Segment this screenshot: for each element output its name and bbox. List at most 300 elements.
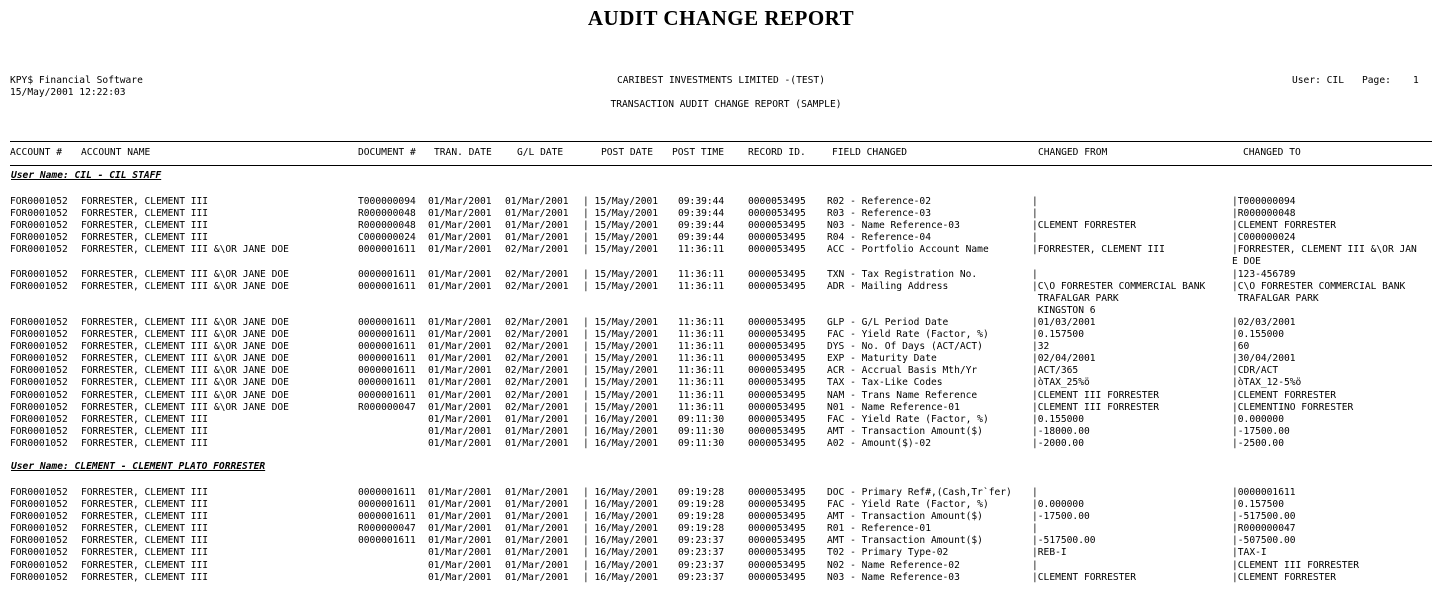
table-row [0, 305, 1442, 317]
tran-date-cell: 01/Mar/2001 [428, 232, 492, 244]
record-id-cell: 0000053495 [748, 208, 806, 220]
record-id-cell: 0000053495 [748, 487, 806, 498]
post-time-cell: 11:36:11 [678, 353, 725, 365]
post-date-cell: | 15/May/2001 [583, 353, 659, 365]
field-changed-cell: TXN - Tax Registration No. [827, 268, 978, 280]
document-cell: 0000001611 [358, 389, 416, 401]
post-date-cell: | 15/May/2001 [583, 377, 659, 389]
tran-date-cell: 01/Mar/2001 [428, 389, 492, 401]
post-time-cell: 11:36:11 [678, 316, 725, 328]
account-cell: FOR0001052 [10, 220, 68, 232]
tran-date-cell: 01/Mar/2001 [428, 353, 492, 365]
table-row [0, 329, 1442, 341]
account-name-cell: FORRESTER, CLEMENT III [81, 413, 209, 425]
document-cell: 0000001611 [358, 499, 416, 511]
post-date-cell: | 16/May/2001 [583, 523, 659, 535]
field-changed-cell: N03 - Name Reference-03 [827, 571, 960, 583]
tran-date-cell: 01/Mar/2001 [428, 571, 492, 583]
page-number: 1 [1413, 75, 1419, 86]
changed-to-cell: |0.000000 [1232, 413, 1284, 425]
changed-from-cell: |32 [1032, 341, 1050, 353]
account-name-cell: FORRESTER, CLEMENT III &\OR JANE DOE [81, 389, 289, 401]
post-date-cell: | 15/May/2001 [583, 208, 659, 220]
account-cell: FOR0001052 [10, 365, 68, 377]
document-cell: 0000001611 [358, 535, 416, 547]
report-datetime: 15/May/2001 12:22:03 [10, 87, 126, 98]
field-changed-cell: R02 - Reference-02 [827, 196, 931, 207]
document-cell: R000000047 [358, 401, 416, 413]
gl-date-cell: 02/Mar/2001 [505, 401, 569, 413]
post-time-cell: 09:19:28 [678, 487, 725, 498]
field-changed-cell: R03 - Reference-03 [827, 208, 931, 220]
account-cell: FOR0001052 [10, 316, 68, 328]
user-label: User: CIL [1292, 75, 1344, 86]
account-name-cell: FORRESTER, CLEMENT III &\OR JANE DOE [81, 401, 289, 413]
changed-to-cell: |123-456789 [1232, 268, 1296, 280]
account-cell: FOR0001052 [10, 232, 68, 244]
tran-date-cell: 01/Mar/2001 [428, 377, 492, 389]
changed-from-cell: |02/04/2001 [1032, 353, 1096, 365]
col-field-changed: FIELD CHANGED [832, 147, 908, 158]
tran-date-cell: 01/Mar/2001 [428, 559, 492, 571]
changed-to-cell: |-17500.00 [1232, 425, 1290, 437]
gl-date-cell: 01/Mar/2001 [505, 499, 569, 511]
field-changed-cell: AMT - Transaction Amount($) [827, 425, 983, 437]
tran-date-cell: 01/Mar/2001 [428, 268, 492, 280]
record-id-cell: 0000053495 [748, 547, 806, 559]
tran-date-cell: 01/Mar/2001 [428, 437, 492, 449]
record-id-cell: 0000053495 [748, 511, 806, 523]
record-id-cell: 0000053495 [748, 389, 806, 401]
tran-date-cell: 01/Mar/2001 [428, 425, 492, 437]
account-cell: FOR0001052 [10, 437, 68, 449]
account-cell: FOR0001052 [10, 208, 68, 220]
post-time-cell: 09:11:30 [678, 413, 725, 425]
table-row [0, 511, 1442, 523]
field-changed-cell: ACR - Accrual Basis Mth/Yr [827, 365, 978, 377]
changed-to-cell: |R000000048 [1232, 208, 1296, 220]
changed-from-cell: |0.155000 [1032, 413, 1084, 425]
account-name-cell: FORRESTER, CLEMENT III [81, 208, 209, 220]
account-cell: FOR0001052 [10, 196, 68, 207]
post-date-cell: | 15/May/2001 [583, 389, 659, 401]
account-name-cell: FORRESTER, CLEMENT III [81, 511, 209, 523]
post-time-cell: 09:39:44 [678, 196, 725, 207]
field-changed-cell: FAC - Yield Rate (Factor, %) [827, 499, 989, 511]
record-id-cell: 0000053495 [748, 571, 806, 583]
field-changed-cell: GLP - G/L Period Date [827, 316, 949, 328]
gl-date-cell: 01/Mar/2001 [505, 571, 569, 583]
changed-from-cell: |CLEMENT FORRESTER [1032, 220, 1136, 232]
post-time-cell: 09:19:28 [678, 511, 725, 523]
table-row [0, 414, 1442, 426]
record-id-cell: 0000053495 [748, 341, 806, 353]
record-id-cell: 0000053495 [748, 244, 806, 256]
changed-to-cell: |CLEMENT III FORRESTER [1232, 559, 1360, 571]
tran-date-cell: 01/Mar/2001 [428, 523, 492, 535]
post-date-cell: | 16/May/2001 [583, 413, 659, 425]
account-cell: FOR0001052 [10, 535, 68, 547]
changed-to-cell: |CLEMENT FORRESTER [1232, 571, 1336, 583]
table-row [0, 196, 1442, 208]
field-changed-cell: R04 - Reference-04 [827, 232, 931, 244]
changed-to-cell: |60 [1232, 341, 1250, 353]
post-date-cell: | 16/May/2001 [583, 547, 659, 559]
table-row [0, 341, 1442, 353]
changed-from-cell: |òTAX_25%ö [1032, 377, 1090, 389]
document-cell: T000000094 [358, 196, 416, 207]
document-cell: 0000001611 [358, 365, 416, 377]
changed-to-cell: |R000000047 [1232, 523, 1296, 535]
company-name: CARIBEST INVESTMENTS LIMITED -(TEST) [617, 75, 825, 86]
col-document: DOCUMENT # [358, 147, 416, 158]
changed-to-cell: |-2500.00 [1232, 437, 1284, 449]
record-id-cell: 0000053495 [748, 401, 806, 413]
changed-to-cell: |CDR/ACT [1232, 365, 1279, 377]
field-changed-cell: N02 - Name Reference-02 [827, 559, 960, 571]
post-time-cell: 11:36:11 [678, 329, 725, 341]
changed-to-cell: |CLEMENT FORRESTER [1232, 220, 1336, 232]
account-name-cell: FORRESTER, CLEMENT III &\OR JANE DOE [81, 365, 289, 377]
account-name-cell: FORRESTER, CLEMENT III &\OR JANE DOE [81, 244, 289, 256]
changed-from-cell: | [1032, 208, 1038, 220]
post-time-cell: 09:23:37 [678, 547, 725, 559]
post-time-cell: 11:36:11 [678, 365, 725, 377]
gl-date-cell: 02/Mar/2001 [505, 377, 569, 389]
document-cell: R000000047 [358, 523, 416, 535]
table-row [0, 269, 1442, 281]
software-name: KPY$ Financial Software [10, 75, 143, 86]
record-id-cell: 0000053495 [748, 535, 806, 547]
post-time-cell: 09:39:44 [678, 220, 725, 232]
post-date-cell: | 15/May/2001 [583, 329, 659, 341]
changed-to-cell: |30/04/2001 [1232, 353, 1296, 365]
tran-date-cell: 01/Mar/2001 [428, 280, 492, 292]
record-id-cell: 0000053495 [748, 329, 806, 341]
account-cell: FOR0001052 [10, 413, 68, 425]
account-name-cell: FORRESTER, CLEMENT III &\OR JANE DOE [81, 280, 289, 292]
field-changed-cell: TAX - Tax-Like Codes [827, 377, 943, 389]
account-cell: FOR0001052 [10, 268, 68, 280]
document-cell: 0000001611 [358, 316, 416, 328]
gl-date-cell: 01/Mar/2001 [505, 196, 569, 207]
changed-from-cell: |CLEMENT III FORRESTER [1032, 389, 1160, 401]
record-id-cell: 0000053495 [748, 437, 806, 449]
post-time-cell: 09:39:44 [678, 232, 725, 244]
field-changed-cell: N01 - Name Reference-01 [827, 401, 960, 413]
field-changed-cell: AMT - Transaction Amount($) [827, 511, 983, 523]
changed-from-cell: |-517500.00 [1032, 535, 1096, 547]
post-time-cell: 09:39:44 [678, 208, 725, 220]
account-name-cell: FORRESTER, CLEMENT III [81, 499, 209, 511]
record-id-cell: 0000053495 [748, 377, 806, 389]
post-date-cell: | 15/May/2001 [583, 232, 659, 244]
post-date-cell: | 16/May/2001 [583, 499, 659, 511]
changed-from-cell: | [1032, 523, 1038, 535]
table-row [0, 402, 1442, 414]
gl-date-cell: 01/Mar/2001 [505, 523, 569, 535]
changed-from-cell: | [1032, 268, 1038, 280]
changed-from-cell: |ACT/365 [1032, 365, 1079, 377]
account-name-cell: FORRESTER, CLEMENT III &\OR JANE DOE [81, 329, 289, 341]
tran-date-cell: 01/Mar/2001 [428, 487, 492, 498]
account-cell: FOR0001052 [10, 523, 68, 535]
tran-date-cell: 01/Mar/2001 [428, 413, 492, 425]
field-changed-cell: DOC - Primary Ref#,(Cash,Tr`fer) [827, 487, 1012, 498]
document-cell: 0000001611 [358, 377, 416, 389]
field-changed-cell: R01 - Reference-01 [827, 523, 931, 535]
field-changed-cell: ACC - Portfolio Account Name [827, 244, 989, 256]
account-name-cell: FORRESTER, CLEMENT III [81, 547, 209, 559]
post-date-cell: | 15/May/2001 [583, 244, 659, 256]
document-cell: 0000001611 [358, 487, 416, 498]
table-row [0, 208, 1442, 220]
field-changed-cell: FAC - Yield Rate (Factor, %) [827, 413, 989, 425]
post-date-cell: | 16/May/2001 [583, 437, 659, 449]
tran-date-cell: 01/Mar/2001 [428, 208, 492, 220]
post-time-cell: 09:23:37 [678, 535, 725, 547]
document-cell: 0000001611 [358, 353, 416, 365]
gl-date-cell: 02/Mar/2001 [505, 341, 569, 353]
post-time-cell: 11:36:11 [678, 341, 725, 353]
col-record-id: RECORD ID. [748, 147, 806, 158]
account-name-cell: FORRESTER, CLEMENT III [81, 425, 209, 437]
header-bottom-rule [10, 165, 1432, 166]
gl-date-cell: 02/Mar/2001 [505, 316, 569, 328]
record-id-cell: 0000053495 [748, 365, 806, 377]
changed-from-cell: KINGSTON 6 [1032, 304, 1096, 316]
post-time-cell: 11:36:11 [678, 377, 725, 389]
account-name-cell: FORRESTER, CLEMENT III [81, 220, 209, 232]
changed-to-cell: |02/03/2001 [1232, 316, 1296, 328]
changed-from-cell: TRAFALGAR PARK [1032, 292, 1119, 304]
changed-from-cell: | [1032, 559, 1038, 571]
account-name-cell: FORRESTER, CLEMENT III [81, 523, 209, 535]
changed-from-cell: | [1032, 487, 1038, 498]
field-changed-cell: DYS - No. Of Days (ACT/ACT) [827, 341, 983, 353]
table-row [0, 438, 1442, 450]
gl-date-cell: 02/Mar/2001 [505, 244, 569, 256]
post-time-cell: 11:36:11 [678, 268, 725, 280]
report-title: AUDIT CHANGE REPORT [587, 6, 855, 30]
gl-date-cell: 02/Mar/2001 [505, 329, 569, 341]
tran-date-cell: 01/Mar/2001 [428, 329, 492, 341]
post-date-cell: | 15/May/2001 [583, 401, 659, 413]
field-changed-cell: T02 - Primary Type-02 [827, 547, 949, 559]
gl-date-cell: 01/Mar/2001 [505, 220, 569, 232]
post-time-cell: 09:23:37 [678, 559, 725, 571]
table-row [0, 560, 1442, 572]
post-time-cell: 09:11:30 [678, 425, 725, 437]
post-time-cell: 09:11:30 [678, 437, 725, 449]
changed-to-cell: |0.155000 [1232, 329, 1284, 341]
changed-to-cell: E DOE [1232, 256, 1261, 268]
post-date-cell: | 15/May/2001 [583, 280, 659, 292]
col-changed-from: CHANGED FROM [1038, 147, 1108, 158]
account-name-cell: FORRESTER, CLEMENT III [81, 571, 209, 583]
table-row [0, 353, 1442, 365]
account-cell: FOR0001052 [10, 341, 68, 353]
post-date-cell: | 15/May/2001 [583, 196, 659, 207]
changed-to-cell: TRAFALGAR PARK [1232, 292, 1319, 304]
account-cell: FOR0001052 [10, 571, 68, 583]
table-row [0, 572, 1442, 584]
table-row [0, 293, 1442, 305]
tran-date-cell: 01/Mar/2001 [428, 341, 492, 353]
account-name-cell: FORRESTER, CLEMENT III [81, 232, 209, 244]
tran-date-cell: 01/Mar/2001 [428, 365, 492, 377]
gl-date-cell: 01/Mar/2001 [505, 511, 569, 523]
account-cell: FOR0001052 [10, 499, 68, 511]
gl-date-cell: 01/Mar/2001 [505, 487, 569, 498]
account-name-cell: FORRESTER, CLEMENT III &\OR JANE DOE [81, 268, 289, 280]
table-row [0, 220, 1442, 232]
changed-from-cell: |0.157500 [1032, 329, 1084, 341]
table-row [0, 390, 1442, 402]
document-cell: 0000001611 [358, 244, 416, 256]
changed-to-cell: |CLEMENT FORRESTER [1232, 389, 1336, 401]
document-cell: C000000024 [358, 232, 416, 244]
account-cell: FOR0001052 [10, 425, 68, 437]
group-label: User Name: CLEMENT - CLEMENT PLATO FORRESTER [11, 461, 266, 472]
record-id-cell: 0000053495 [748, 499, 806, 511]
post-time-cell: 09:23:37 [678, 571, 725, 583]
record-id-cell: 0000053495 [748, 425, 806, 437]
account-name-cell: FORRESTER, CLEMENT III [81, 559, 209, 571]
col-account-name: ACCOUNT NAME [81, 147, 151, 158]
post-date-cell: | 16/May/2001 [583, 511, 659, 523]
changed-from-cell: |-17500.00 [1032, 511, 1090, 523]
record-id-cell: 0000053495 [748, 523, 806, 535]
account-cell: FOR0001052 [10, 353, 68, 365]
table-row [0, 244, 1442, 256]
gl-date-cell: 01/Mar/2001 [505, 208, 569, 220]
changed-to-cell: |-507500.00 [1232, 535, 1296, 547]
table-row [0, 377, 1442, 389]
col-changed-to: CHANGED TO [1243, 147, 1301, 158]
account-name-cell: FORRESTER, CLEMENT III [81, 196, 209, 207]
field-changed-cell: N03 - Name Reference-03 [827, 220, 960, 232]
gl-date-cell: 02/Mar/2001 [505, 268, 569, 280]
changed-to-cell: |T000000094 [1232, 196, 1296, 207]
account-cell: FOR0001052 [10, 487, 68, 498]
header-top-rule [10, 141, 1432, 142]
post-date-cell: | 15/May/2001 [583, 341, 659, 353]
changed-from-cell: |REB-I [1032, 547, 1067, 559]
changed-from-cell: | [1032, 232, 1038, 244]
document-cell: 0000001611 [358, 268, 416, 280]
field-changed-cell: AMT - Transaction Amount($) [827, 535, 983, 547]
changed-to-cell: |0.157500 [1232, 499, 1284, 511]
post-time-cell: 09:19:28 [678, 523, 725, 535]
changed-from-cell: | [1032, 196, 1038, 207]
changed-to-cell: |FORRESTER, CLEMENT III &\OR JAN [1232, 244, 1417, 256]
post-time-cell: 11:36:11 [678, 401, 725, 413]
document-cell: 0000001611 [358, 511, 416, 523]
table-row [0, 523, 1442, 535]
account-cell: FOR0001052 [10, 389, 68, 401]
group-rows [0, 196, 1442, 450]
table-row [0, 547, 1442, 559]
record-id-cell: 0000053495 [748, 559, 806, 571]
post-date-cell: | 15/May/2001 [583, 316, 659, 328]
changed-to-cell: |C000000024 [1232, 232, 1296, 244]
gl-date-cell: 01/Mar/2001 [505, 547, 569, 559]
changed-to-cell: |0000001611 [1232, 487, 1296, 498]
table-row [0, 426, 1442, 438]
gl-date-cell: 01/Mar/2001 [505, 437, 569, 449]
gl-date-cell: 02/Mar/2001 [505, 280, 569, 292]
record-id-cell: 0000053495 [748, 268, 806, 280]
post-time-cell: 09:19:28 [678, 499, 725, 511]
table-row [0, 499, 1442, 511]
post-date-cell: | 15/May/2001 [583, 220, 659, 232]
field-changed-cell: FAC - Yield Rate (Factor, %) [827, 329, 989, 341]
account-cell: FOR0001052 [10, 511, 68, 523]
table-row [0, 317, 1442, 329]
page-label: Page: [1362, 75, 1391, 86]
record-id-cell: 0000053495 [748, 232, 806, 244]
record-id-cell: 0000053495 [748, 316, 806, 328]
changed-to-cell: |C\O FORRESTER COMMERCIAL BANK [1232, 280, 1406, 292]
table-row [0, 232, 1442, 244]
changed-from-cell: |CLEMENT III FORRESTER [1032, 401, 1160, 413]
table-row [0, 256, 1442, 268]
document-cell: R000000048 [358, 208, 416, 220]
account-cell: FOR0001052 [10, 401, 68, 413]
account-name-cell: FORRESTER, CLEMENT III &\OR JANE DOE [81, 377, 289, 389]
changed-from-cell: |-2000.00 [1032, 437, 1084, 449]
tran-date-cell: 01/Mar/2001 [428, 511, 492, 523]
post-date-cell: | 15/May/2001 [583, 365, 659, 377]
gl-date-cell: 02/Mar/2001 [505, 365, 569, 377]
document-cell: 0000001611 [358, 329, 416, 341]
tran-date-cell: 01/Mar/2001 [428, 499, 492, 511]
gl-date-cell: 01/Mar/2001 [505, 559, 569, 571]
post-date-cell: | 16/May/2001 [583, 535, 659, 547]
post-time-cell: 11:36:11 [678, 244, 725, 256]
document-cell: 0000001611 [358, 341, 416, 353]
report-subtitle: TRANSACTION AUDIT CHANGE REPORT (SAMPLE) [610, 99, 842, 110]
tran-date-cell: 01/Mar/2001 [428, 401, 492, 413]
gl-date-cell: 02/Mar/2001 [505, 389, 569, 401]
field-changed-cell: ADR - Mailing Address [827, 280, 949, 292]
col-post-date: POST DATE [601, 147, 653, 158]
record-id-cell: 0000053495 [748, 220, 806, 232]
account-name-cell: FORRESTER, CLEMENT III [81, 487, 209, 498]
account-cell: FOR0001052 [10, 329, 68, 341]
tran-date-cell: 01/Mar/2001 [428, 316, 492, 328]
account-name-cell: FORRESTER, CLEMENT III &\OR JANE DOE [81, 353, 289, 365]
changed-from-cell: |FORRESTER, CLEMENT III [1032, 244, 1165, 256]
post-time-cell: 11:36:11 [678, 280, 725, 292]
table-row [0, 535, 1442, 547]
changed-from-cell: |01/03/2001 [1032, 316, 1096, 328]
tran-date-cell: 01/Mar/2001 [428, 220, 492, 232]
post-date-cell: | 16/May/2001 [583, 425, 659, 437]
tran-date-cell: 01/Mar/2001 [428, 244, 492, 256]
table-row [0, 487, 1442, 499]
field-changed-cell: EXP - Maturity Date [827, 353, 937, 365]
col-post-time: POST TIME [672, 147, 724, 158]
account-name-cell: FORRESTER, CLEMENT III &\OR JANE DOE [81, 341, 289, 353]
post-date-cell: | 15/May/2001 [583, 268, 659, 280]
gl-date-cell: 02/Mar/2001 [505, 353, 569, 365]
account-cell: FOR0001052 [10, 244, 68, 256]
tran-date-cell: 01/Mar/2001 [428, 547, 492, 559]
changed-from-cell: |-18000.00 [1032, 425, 1090, 437]
field-changed-cell: NAM - Trans Name Reference [827, 389, 978, 401]
